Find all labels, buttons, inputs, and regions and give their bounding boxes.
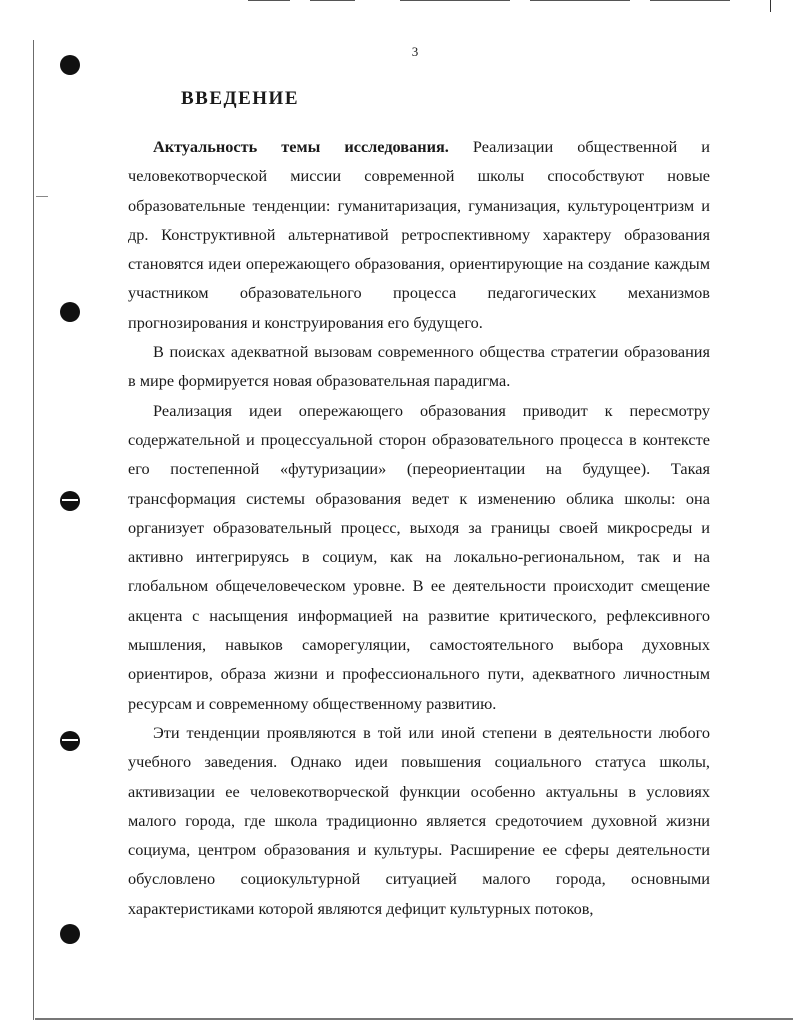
page-number: 3 [411,44,419,59]
punch-hole-icon [60,924,80,944]
section-heading: ВВЕДЕНИЕ [181,88,299,109]
scan-top-mark [530,0,630,1]
punch-hole-icon [60,302,80,322]
scan-left-border [33,40,34,1020]
paragraph-lead: Актуальность темы исследования. [153,137,449,156]
body-text [128,132,710,923]
scan-side-mark [36,196,48,197]
punch-hole-icon [60,731,80,751]
paragraph-text: Реализация идеи опережающего образования приводит к пересмотру содержательной и процессуальной сторон образовательного процесса в контексте его постепенной «футуризации» (переориентации на будущее). Такая трансформация системы образования ведет к изменению облика школы: она организует образовательный процесс, выходя за границы своей микросреды и активно интегрируясь в социум, как на локально-региональном, так и на глобальном общечеловеческом уровне. В ее деятельности происходит смещение акцента с насыщения информацией на развитие критического, рефлексивного мышления, навыков саморегуляции, самостоятельного выбора духовных ориентиров, образа жизни и профессионального пути, адекватного личностным ресурсам и современному общественному развитию. [128,400,710,713]
scan-bottom-border [35,1018,793,1020]
scan-top-mark [310,0,355,1]
punch-hole-icon [60,491,80,511]
paragraph-text: В поисках адекватной вызовам современного общества стратегии образования в мире формируется новая образовательная парадигма. [128,342,710,391]
paragraph-text: Эти тенденции проявляются в той или иной степени в деятельности любого учебного заведения. Однако идеи повышения социального статуса школы, активизации ее человекотворческой функции особенно актуальны в условиях малого города, где школа традиционно является средоточием духовной жизни социума, центром образования и культуры. Расширение ее сферы деятельности обусловлено социокультурной ситуацией малого города, основными характеристиками которой являются дефицит культурных потоков, [128,722,710,918]
paragraph [128,337,710,396]
scan-top-mark [248,0,290,1]
scan-top-mark [650,0,730,1]
paragraph [128,396,710,718]
paragraph [128,718,710,923]
scan-corner-mark [770,0,771,12]
scan-top-mark [400,0,510,1]
paragraph-text: Реализации общественной и человекотворческой миссии современной школы способствуют новые образовательные тенденции: гуманитаризация, гуманизация, культуроцентризм и др. Конструктивной альтернативой ретроспективному характеру образования становятся идеи опережающего образования, ориентирующие на создание каждым участником образовательного процесса педагогических механизмов прогнозирования и конструирования его будущего. [128,137,710,332]
paragraph [128,132,710,337]
